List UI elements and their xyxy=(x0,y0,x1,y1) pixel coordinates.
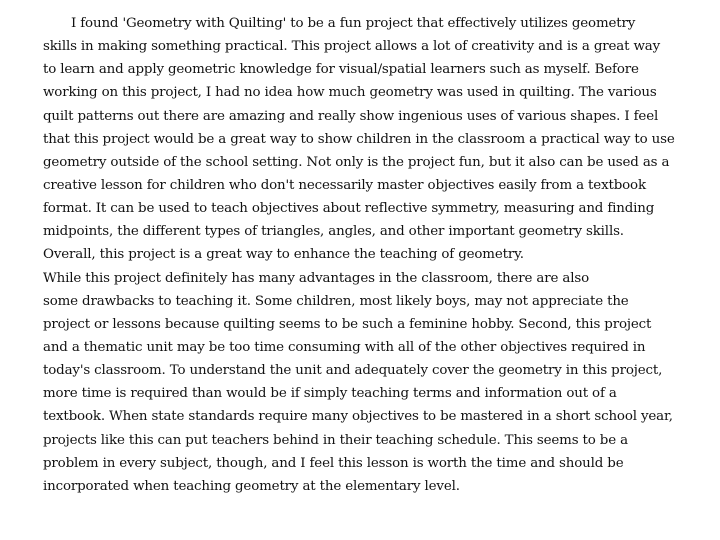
text-line: format. It can be used to teach objectives about reflective symmetry, measuring and finding xyxy=(43,201,655,217)
paragraph-2 xyxy=(43,267,683,498)
text-line: problem in every subject, though, and I feel this lesson is worth the time and should be xyxy=(43,455,624,471)
text-line: textbook. When state standards require many objectives to be mastered in a short school year, xyxy=(43,409,673,425)
text-line: creative lesson for children who don't necessarily master objectives easily from a textbook xyxy=(43,177,646,193)
text-line: that this project would be a great way to show children in the classroom a practical way to use xyxy=(43,131,675,147)
text-line: today's classroom. To understand the unit and adequately cover the geometry in this project, xyxy=(43,363,663,379)
paragraph-1 xyxy=(43,12,683,267)
text-line: geometry outside of the school setting. Not only is the project fun, but it also can be used as a xyxy=(43,154,670,170)
text-line: more time is required than would be if simply teaching terms and information out of a xyxy=(43,386,617,402)
document-text xyxy=(43,12,683,498)
text-line: quilt patterns out there are amazing and really show ingenious uses of various shapes. I feel xyxy=(43,108,659,124)
text-line: Overall, this project is a great way to enhance the teaching of geometry. xyxy=(43,247,524,263)
text-line: project or lessons because quilting seems to be such a feminine hobby. Second, this project xyxy=(43,316,652,332)
text-line: and a thematic unit may be too time consuming with all of the other objectives required in xyxy=(43,339,646,355)
text-line: incorporated when teaching geometry at the elementary level. xyxy=(43,478,460,494)
text-line: working on this project, I had no idea how much geometry was used in quilting. The various xyxy=(43,85,657,101)
text-line: to learn and apply geometric knowledge for visual/spatial learners such as myself. Before xyxy=(43,62,639,78)
text-line: skills in making something practical. This project allows a lot of creativity and is a great way xyxy=(43,39,661,55)
text-line: I found 'Geometry with Quilting' to be a fun project that effectively utilizes geometry xyxy=(71,16,636,31)
text-line: projects like this can put teachers behind in their teaching schedule. This seems to be a xyxy=(43,432,628,448)
text-line: midpoints, the different types of triangles, angles, and other important geometry skills. xyxy=(43,224,624,240)
text-line: some drawbacks to teaching it. Some children, most likely boys, may not appreciate the xyxy=(43,293,629,309)
text-line: While this project definitely has many advantages in the classroom, there are also xyxy=(43,270,590,286)
